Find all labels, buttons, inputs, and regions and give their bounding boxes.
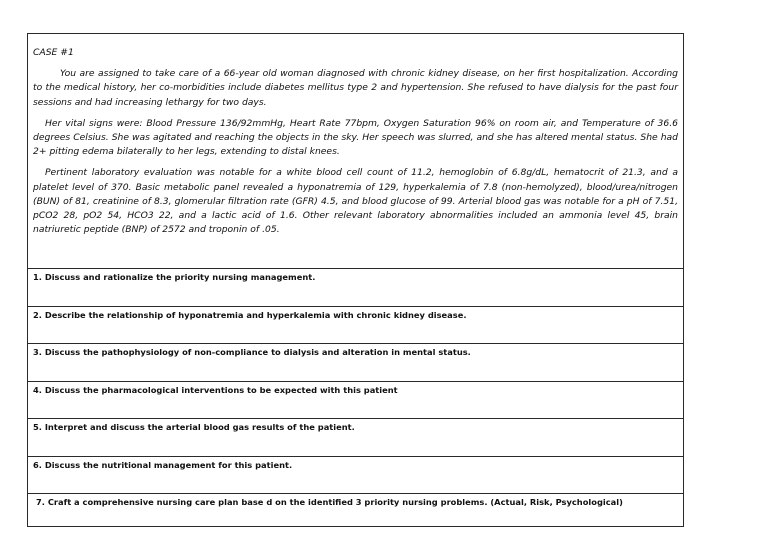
case-paragraph-history: You are assigned to take care of a 66-year old woman diagnosed with chronic kidney disease, on her first hospitalization. According to the medical history, her co-morbidities include diabetes mellitus type 2 and hypertension. She refused to have dialysis for the past four sessions and had increasing lethargy for two days. bbox=[33, 68, 678, 108]
question-row-7: 7. Craft a comprehensive nursing care plan base d on the identified 3 priority nursing problems. (Actual, Risk, Psychological) bbox=[36, 497, 623, 507]
case-table bbox=[27, 33, 684, 527]
question-row-5: 5. Interpret and discuss the arterial blood gas results of the patient. bbox=[28, 419, 683, 457]
case-paragraph-vitals: Her vital signs were: Blood Pressure 136/92mmHg, Heart Rate 77bpm, Oxygen Saturation 96% on room air, and Temperature of 36.6 degrees Celsius. She was agitated and reaching the objects in the sky. Her speech was slurred, and she has altered mental status. She had 2+ pitting edema bilaterally to her legs, extending to distal knees. bbox=[33, 117, 678, 158]
question-row-1: 1. Discuss and rationalize the priority nursing management. bbox=[28, 269, 683, 307]
question-row-2: 2. Describe the relationship of hyponatremia and hyperkalemia with chronic kidney disease. bbox=[28, 307, 683, 345]
case-description-cell bbox=[28, 34, 683, 269]
question-row-6: 6. Discuss the nutritional management for this patient. bbox=[28, 457, 683, 495]
case-title: CASE #1 bbox=[33, 47, 74, 58]
case-paragraph-labs: Pertinent laboratory evaluation was notable for a white blood cell count of 11.2, hemoglobin of 6.8g/dL, hematocrit of 21.3, and a platelet level of 370. Basic metabolic panel revealed a hyponatremia of 129, hyperkalemia of 7.8 (non-hemolyzed), blood/urea/nitrogen (BUN) of 81, creatinine of 8.3, glomerular filtration rate (GFR) 4.5, and blood glucose of 99. Arterial blood gas was notable for a pH of 7.51, pCO2 28, pO2 54, HCO3 22, and a lactic acid of 1.6. Other relevant laboratory abnormalities included an ammonia level 45, brain natriuretic peptide (BNP) of 2572 and troponin of .05. bbox=[33, 167, 678, 236]
question-row-4: 4. Discuss the pharmacological interventions to be expected with this patient bbox=[28, 382, 683, 420]
question-row-3: 3. Discuss the pathophysiology of non-compliance to dialysis and alteration in mental status. bbox=[28, 344, 683, 382]
